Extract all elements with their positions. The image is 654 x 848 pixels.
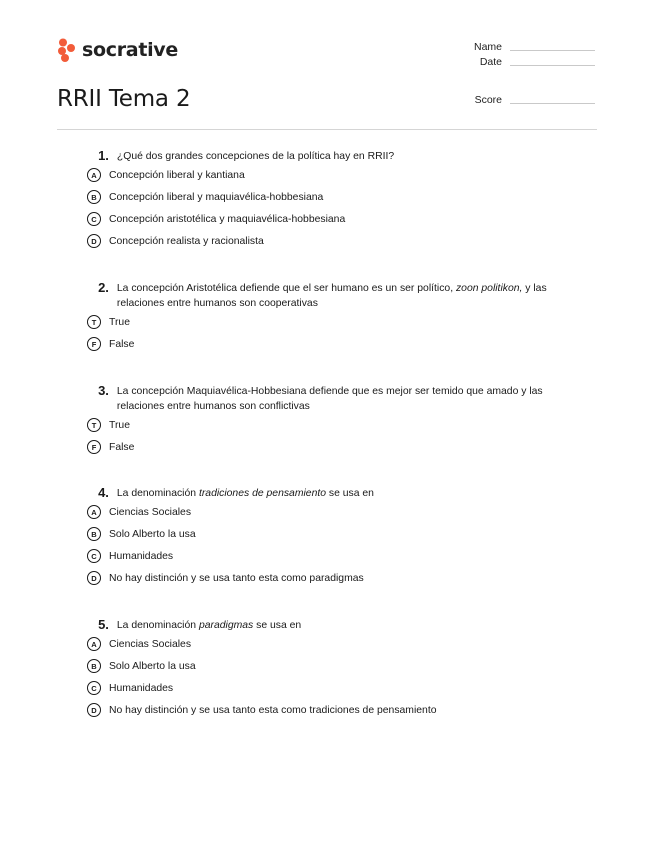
- option-badge: D: [87, 234, 101, 248]
- option-text: False: [109, 441, 135, 453]
- question-4: [85, 485, 585, 589]
- question-number: 3.: [98, 383, 109, 398]
- option-text: Solo Alberto la usa: [109, 528, 196, 540]
- question-3: [85, 383, 585, 458]
- question-text: ¿Qué dos grandes concepciones de la política hay en RRII?: [116, 151, 395, 162]
- option-badge: F: [87, 337, 101, 351]
- option-text: Ciencias Sociales: [109, 506, 192, 518]
- brand-name: socrative: [82, 39, 178, 61]
- option-true: [85, 414, 585, 436]
- option-false: [85, 436, 585, 458]
- question-text: [117, 280, 585, 311]
- option-badge: D: [87, 703, 101, 717]
- option-badge: F: [87, 440, 101, 454]
- option-badge: D: [87, 571, 101, 585]
- header-divider: [57, 129, 597, 130]
- option-badge: A: [87, 505, 101, 519]
- date-field: [452, 56, 595, 68]
- option-badge: C: [87, 549, 101, 563]
- question-text-part: La denominación: [116, 488, 199, 499]
- question-text-part: se usa en: [326, 488, 374, 499]
- score-label: Score: [474, 94, 502, 106]
- question-2: [85, 280, 585, 355]
- question-1: [85, 148, 585, 252]
- option-text: Concepción realista y racionalista: [109, 235, 264, 247]
- option-b: [85, 655, 585, 677]
- option-text: Ciencias Sociales: [109, 638, 192, 650]
- option-badge: A: [87, 637, 101, 651]
- score-line: [510, 102, 595, 104]
- option-text: No hay distinción y se usa tanto esta como paradigmas: [109, 572, 364, 584]
- option-text: Humanidades: [109, 682, 174, 694]
- option-a: [85, 633, 585, 655]
- option-text: True: [109, 419, 130, 431]
- date-line: [510, 64, 595, 66]
- question-text-part: La denominación: [116, 620, 199, 631]
- option-text: True: [109, 316, 130, 328]
- option-a: [85, 164, 585, 186]
- name-line: [510, 49, 595, 51]
- date-label: Date: [479, 56, 502, 68]
- question-text-part: La concepción Aristotélica defiende que el ser humano es un ser político,: [116, 283, 456, 294]
- option-a: [85, 501, 585, 523]
- name-label: Name: [473, 41, 502, 53]
- option-true: [85, 311, 585, 333]
- option-badge: B: [87, 190, 101, 204]
- question-number: 1.: [98, 148, 109, 163]
- option-text: False: [109, 338, 135, 350]
- option-badge: C: [87, 681, 101, 695]
- socrative-logo-icon: [57, 38, 77, 62]
- option-c: [85, 545, 585, 567]
- option-c: [85, 208, 585, 230]
- option-d: [85, 699, 585, 721]
- question-number: 5.: [98, 617, 109, 632]
- question-text-part: y las relaciones entre humanos son cooperativas: [116, 283, 547, 309]
- score-field: [452, 94, 595, 106]
- question-number: 2.: [98, 280, 109, 295]
- question-text-italic: paradigmas: [198, 620, 254, 631]
- option-b: [85, 523, 585, 545]
- option-c: [85, 677, 585, 699]
- quiz-title: RRII Tema 2: [57, 86, 191, 112]
- option-text: Concepción liberal y maquiavélica-hobbesiana: [109, 191, 324, 203]
- option-badge: B: [87, 527, 101, 541]
- option-text: Solo Alberto la usa: [109, 660, 196, 672]
- socrative-logo: [57, 38, 178, 62]
- option-b: [85, 186, 585, 208]
- question-5: [85, 617, 585, 721]
- question-text: [117, 485, 585, 501]
- option-false: [85, 333, 585, 355]
- question-text: [117, 617, 585, 633]
- question-text-part: se usa en: [253, 620, 302, 631]
- option-badge: T: [87, 418, 101, 432]
- option-badge: T: [87, 315, 101, 329]
- option-badge: C: [87, 212, 101, 226]
- question-text-italic: zoon politikon,: [455, 283, 523, 294]
- question-text: La concepción Maquiavélica-Hobbesiana defiende que es mejor ser temido que amado y las relaciones entre humanos son conflictivas: [116, 386, 543, 412]
- option-d: [85, 230, 585, 252]
- option-text: No hay distinción y se usa tanto esta como tradiciones de pensamiento: [109, 704, 437, 716]
- option-text: Concepción aristotélica y maquiavélica-hobbesiana: [109, 213, 346, 225]
- question-text-italic: tradiciones de pensamiento: [198, 488, 327, 499]
- name-field: [452, 41, 595, 53]
- option-badge: A: [87, 168, 101, 182]
- question-number: 4.: [98, 485, 109, 500]
- option-d: [85, 567, 585, 589]
- option-badge: B: [87, 659, 101, 673]
- option-text: Concepción liberal y kantiana: [109, 169, 245, 181]
- option-text: Humanidades: [109, 550, 174, 562]
